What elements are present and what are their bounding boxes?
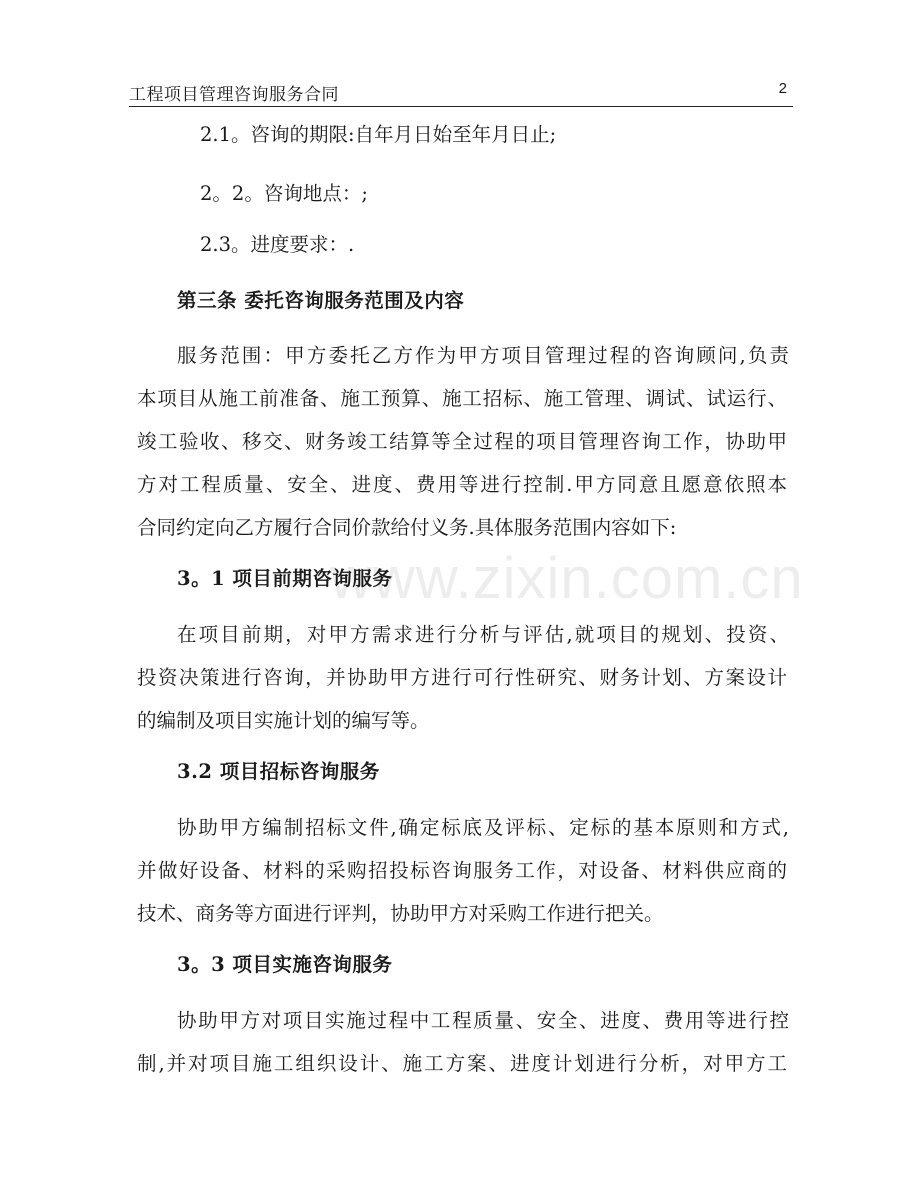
section-3-1-heading: 3。1 项目前期咨询服务: [177, 567, 393, 590]
paragraph-line: 协助甲方对项目实施过程中工程质量、安全、进度、费用等进行控: [177, 1009, 789, 1032]
paragraph-line: 本项目从施工前准备、施工预算、施工招标、施工管理、调试、试运行、: [137, 387, 787, 410]
section-3-3-heading: 3。3 项目实施咨询服务: [177, 953, 393, 976]
section-3-2-heading: 3.2 项目招标咨询服务: [177, 760, 380, 783]
page-number: 2: [778, 80, 787, 97]
paragraph-line: 服务范围：甲方委托乙方作为甲方项目管理过程的咨询顾问,负责: [177, 344, 789, 367]
paragraph-line: 合同约定向乙方履行合同价款给付义务.具体服务范围内容如下:: [137, 516, 677, 539]
paragraph-line: 并做好设备、材料的采购招投标咨询服务工作，对设备、材料供应商的: [137, 859, 787, 882]
clause-2-1: 2.1。咨询的期限:自年月日始至年月日止;: [200, 123, 557, 146]
paragraph-line: 投资决策进行咨询，并协助甲方进行可行性研究、财务计划、方案设计: [137, 666, 787, 689]
paragraph-line: 技术、商务等方面进行评判，协助甲方对采购工作进行把关。: [137, 902, 664, 925]
paragraph-line: 竣工验收、移交、财务竣工结算等全过程的项目管理咨询工作，协助甲: [137, 430, 787, 453]
clause-2-3: 2.3。进度要求：.: [200, 233, 355, 256]
clause-2-2: 2。2。咨询地点：;: [200, 182, 368, 205]
page-header: [129, 78, 793, 107]
document-title: 工程项目管理咨询服务合同: [129, 85, 339, 105]
paragraph-line: 方对工程质量、安全、进度、费用等进行控制.甲方同意且愿意依照本: [137, 473, 787, 496]
paragraph-line: 制,并对项目施工组织设计、施工方案、进度计划进行分析，对甲方工: [137, 1052, 787, 1075]
paragraph-line: 在项目前期，对甲方需求进行分析与评估,就项目的规划、投资、: [177, 623, 789, 646]
paragraph-line: 协助甲方编制招标文件,确定标底及评标、定标的基本原则和方式,: [177, 816, 789, 839]
article-3-heading: 第三条 委托咨询服务范围及内容: [177, 289, 465, 312]
paragraph-line: 的编制及项目实施计划的编写等。: [137, 709, 430, 732]
watermark: www.zixin.com.cn: [330, 546, 804, 611]
